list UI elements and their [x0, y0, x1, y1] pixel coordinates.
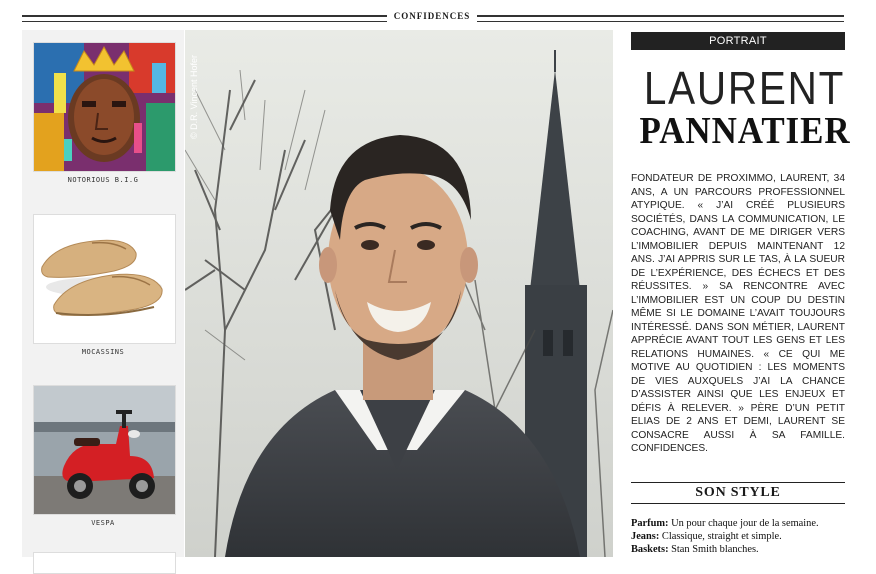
- style-item-value: Classique, straight et simple.: [661, 531, 782, 543]
- article-last-name: PANNATIER: [639, 110, 851, 152]
- section-title: CONFIDENCES: [393, 11, 471, 21]
- style-item-value: Un pour chaque jour de la semaine.: [671, 518, 819, 529]
- style-item: [631, 517, 845, 530]
- style-list: [631, 517, 845, 557]
- header-rule-left: [22, 15, 387, 22]
- style-item-label: Parfum:: [631, 518, 669, 529]
- sidebar-caption-3: VESPA: [91, 519, 115, 527]
- photo-credit: [186, 40, 204, 160]
- article-first-name: LAURENT: [643, 62, 846, 114]
- portrait-photo: [185, 30, 613, 557]
- sidebar: [22, 30, 184, 557]
- article-column: [631, 32, 851, 556]
- style-heading: SON STYLE: [631, 482, 845, 504]
- article-tag: PORTRAIT: [631, 32, 845, 50]
- next-item-image: [33, 552, 176, 574]
- vespa-scooter-image: [33, 385, 176, 515]
- sidebar-caption-1: NOTORIOUS B.I.G: [67, 176, 139, 184]
- style-item: [631, 543, 845, 556]
- header-rule-right: [477, 15, 844, 22]
- notorious-big-portrait-image: [33, 42, 176, 172]
- style-item-label: Baskets:: [631, 544, 669, 556]
- section-header: [22, 11, 844, 25]
- article-body: FONDATEUR DE PROXIMMO, LAURENT, 34 ANS, A UN PARCOURS PROFESSIONNEL ATYPIQUE. « J’AI CRÉÉ PLUSIEURS SOCIÉTÉS, DANS LA COMMUNICATION, LE COACHING, AVANT DE ME DIRIGER VERS L’IMMOBILIER DEPUIS MAINTENANT 12 ANS. J’AI APPRIS SUR LE TAS, À LA SUEUR DE L’EXPÉRIENCE, DES ÉCHECS ET DES RÉUSSITES. » SA RENCONTRE AVEC L’IMMOBILIER EST UN COUP DU DESTIN MÊME SI LE DOMAINE L’AVAIT TOUJOURS INTÉRESSÉ. DANS SON MÉTIER, LAURENT APPRÉCIE AVANT TOUT LES GENS ET LES RELATIONS HUMAINES. « CE QUI ME MOTIVE AU QUOTIDIEN : LES MOMENTS DE VIES AUXQUELS J’AI LA CHANCE D’ASSISTER AINSI QUE LES ENJEUX ET DÉFIS À RELEVER. » PÈRE D’UN PETIT ELIAS DE 2 ANS ET DEMI, LAURENT SE CONSACRE AUSSI À SA FAMILLE. CONFIDENCES.: [631, 173, 845, 454]
- photo-credit-text: © D.R. Vincent Hofer: [189, 55, 199, 139]
- style-item: [631, 530, 845, 543]
- style-item-label: Jeans:: [631, 531, 660, 543]
- sidebar-caption-2: MOCASSINS: [81, 348, 125, 356]
- moccasins-image: [33, 214, 176, 344]
- style-item-value: Stan Smith blanches.: [671, 544, 759, 556]
